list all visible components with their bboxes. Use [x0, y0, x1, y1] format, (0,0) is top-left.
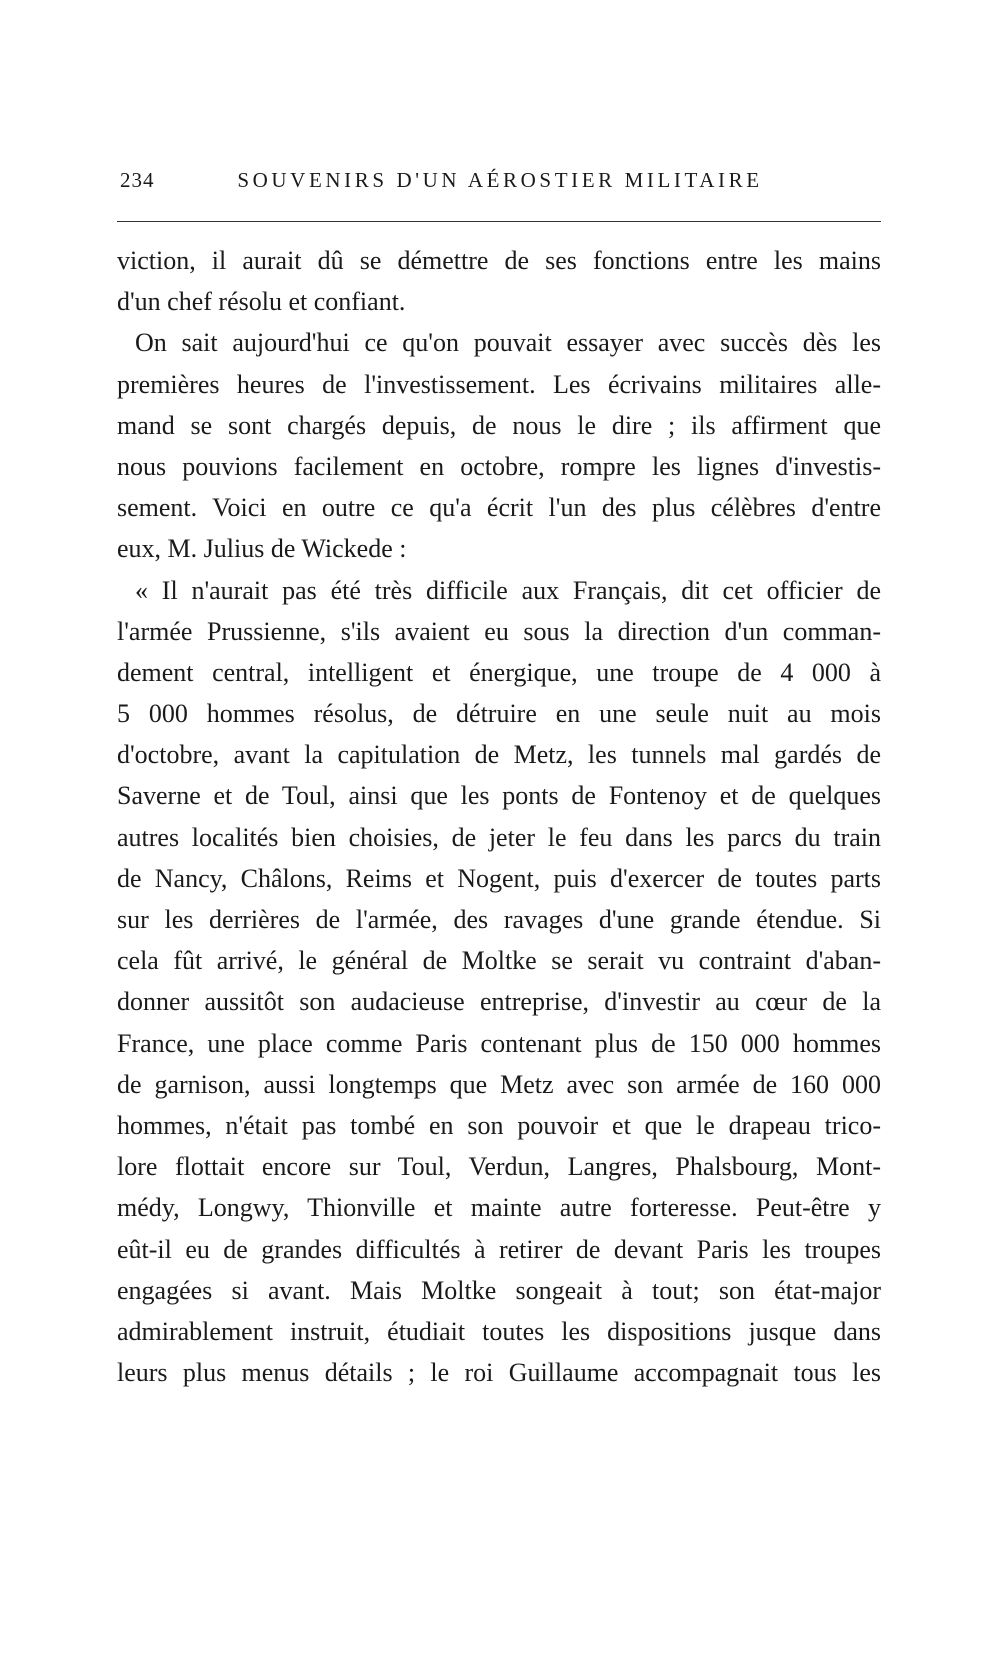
- text-line: 5 000 hommes résolus, de détruire en une seule nuit au mois: [117, 699, 881, 729]
- text-line: donner aussitôt son audacieuse entreprise, d'investir au cœur de la: [117, 987, 881, 1017]
- text-line: admirablement instruit, étudiait toutes les dispositions jusque dans: [117, 1316, 881, 1346]
- text-line: engagées si avant. Mais Moltke songeait à tout; son état-major: [117, 1275, 881, 1305]
- text-line: cela fût arrivé, le général de Moltke se serait vu contraint d'aban-: [117, 946, 881, 976]
- text-line: sur les derrières de l'armée, des ravages d'une grande étendue. Si: [117, 905, 881, 934]
- text-line: de Nancy, Châlons, Reims et Nogent, puis d'exercer de toutes parts: [117, 863, 881, 893]
- text-line: autres localités bien choisies, de jeter le feu dans les parcs du train: [117, 822, 881, 852]
- body-text: [117, 240, 881, 1393]
- text-line: leurs plus menus détails ; le roi Guillaume accompagnait tous les: [117, 1358, 881, 1388]
- text-line: eût-il eu de grandes difficultés à retirer de devant Paris les troupes: [117, 1234, 881, 1264]
- text-line: « Il n'aurait pas été très difficile aux Français, dit cet officier de: [135, 575, 881, 605]
- text-line: France, une place comme Paris contenant plus de 150 000 hommes: [117, 1028, 881, 1058]
- page-header: [120, 168, 880, 198]
- text-line: dement central, intelligent et énergique, une troupe de 4 000 à: [117, 657, 881, 687]
- header-rule: [117, 221, 881, 222]
- text-line: premières heures de l'investissement. Les écrivains militaires alle-: [117, 369, 881, 399]
- text-line: d'octobre, avant la capitulation de Metz, les tunnels mal gardés de: [117, 740, 881, 770]
- text-line: viction, il aurait dû se démettre de ses fonctions entre les mains: [117, 246, 881, 275]
- text-line: nous pouvions facilement en octobre, rompre les lignes d'investis-: [117, 451, 881, 481]
- text-line: sement. Voici en outre ce qu'a écrit l'un des plus célèbres d'entre: [117, 493, 881, 523]
- text-line: l'armée Prussienne, s'ils avaient eu sous la direction d'un comman-: [117, 616, 881, 646]
- text-line: Saverne et de Toul, ainsi que les ponts de Fontenoy et de quelques: [117, 781, 881, 811]
- text-line: mand se sont chargés depuis, de nous le dire ; ils affirment que: [117, 410, 881, 440]
- text-line: d'un chef résolu et confiant.: [117, 287, 406, 317]
- text-line: hommes, n'était pas tombé en son pouvoir et que le drapeau trico-: [117, 1110, 881, 1140]
- text-line: On sait aujourd'hui ce qu'on pouvait essayer avec succès dès les: [135, 328, 881, 358]
- page-number: 234: [120, 168, 155, 192]
- text-line: de garnison, aussi longtemps que Metz avec son armée de 160 000: [117, 1069, 881, 1099]
- text-line: eux, M. Julius de Wickede :: [117, 534, 407, 564]
- text-line: médy, Longwy, Thionville et mainte autre forteresse. Peut-être y: [117, 1193, 881, 1223]
- text-line: lore flottait encore sur Toul, Verdun, Langres, Phalsbourg, Mont-: [117, 1152, 881, 1182]
- running-title: SOUVENIRS D'UN AÉROSTIER MILITAIRE: [237, 168, 763, 192]
